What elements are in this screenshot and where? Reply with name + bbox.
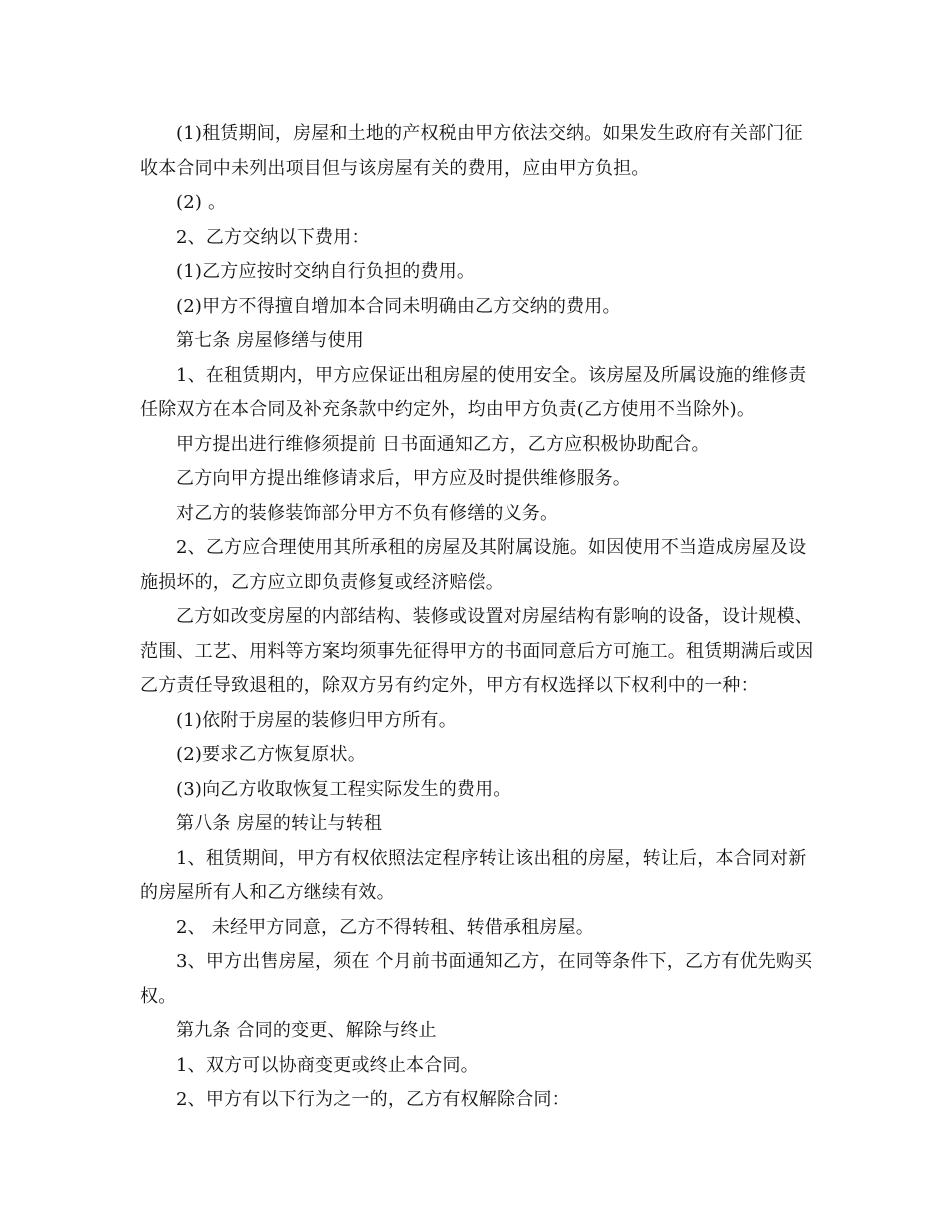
paragraph-decoration-repair: 对乙方的装修装饰部分甲方不负有修缮的义务。 bbox=[176, 502, 559, 524]
paragraph-article-9-item-1: 1、双方可以协商变更或终止本合同。 bbox=[176, 1054, 479, 1076]
paragraph-option-2: (2)要求乙方恢复原状。 bbox=[176, 744, 366, 765]
paragraph-article-7-item-1: 1、在租赁期内，甲方应保证出租房屋的使用安全。该房屋及所属设施的维修责任除双方在本合同及补充条款中约定外，均由甲方负责(乙方使用不当除外)。 bbox=[140, 364, 807, 420]
paragraph-option-3: (3)向乙方收取恢复工程实际发生的费用。 bbox=[176, 778, 512, 800]
article-9-heading: 第九条 合同的变更、解除与终止 bbox=[176, 1020, 437, 1041]
document-body bbox=[140, 117, 820, 1118]
paragraph-article-9-item-2: 2、甲方有以下行为之一的，乙方有权解除合同： bbox=[176, 1089, 570, 1110]
paragraph-article-7-item-2: 2、乙方应合理使用其所承租的房屋及其附属设施。如因使用不当造成房屋及设施损坏的，乙方应立即负责修复或经济赔偿。 bbox=[140, 537, 807, 593]
article-7-heading: 第七条 房屋修缮与使用 bbox=[176, 330, 364, 351]
paragraph-repair-notice: 甲方提出进行维修须提前 日书面通知乙方，乙方应积极协助配合。 bbox=[176, 433, 710, 455]
paragraph-structure-change: 乙方如改变房屋的内部结构、装修或设置对房屋结构有影响的设备，设计规模、范围、工艺、用料等方案均须事先征得甲方的书面同意后方可施工。租赁期满后或因乙方责任导致退租的，除双方另有约定外，甲方有权选择以下权利中的一种： bbox=[140, 606, 814, 696]
paragraph-tax-clause-2: (2) 。 bbox=[176, 192, 227, 213]
paragraph-article-8-item-3: 3、甲方出售房屋，须在 个月前书面通知乙方，在同等条件下，乙方有优先购买权。 bbox=[140, 951, 813, 1007]
paragraph-party-b-fees-2: (2)甲方不得擅自增加本合同未明确由乙方交纳的费用。 bbox=[176, 295, 621, 317]
paragraph-tax-clause-1: (1)租赁期间，房屋和土地的产权税由甲方依法交纳。如果发生政府有关部门征收本合同中未列出项目但与该房屋有关的费用，应由甲方负担。 bbox=[140, 123, 803, 179]
paragraph-party-b-fees-1: (1)乙方应按时交纳自行负担的费用。 bbox=[176, 261, 476, 282]
paragraph-repair-request: 乙方向甲方提出维修请求后，甲方应及时提供维修服务。 bbox=[176, 468, 631, 489]
paragraph-option-1: (1)依附于房屋的装修归甲方所有。 bbox=[176, 709, 457, 731]
paragraph-article-8-item-1: 1、租赁期间，甲方有权依照法定程序转让该出租的房屋，转让后，本合同对新的房屋所有人和乙方继续有效。 bbox=[140, 847, 807, 903]
paragraph-article-8-item-2: 2、 未经甲方同意，乙方不得转租、转借承租房屋。 bbox=[176, 916, 594, 938]
article-8-heading: 第八条 房屋的转让与转租 bbox=[176, 813, 383, 834]
paragraph-party-b-fees-heading: 2、乙方交纳以下费用： bbox=[176, 226, 370, 248]
